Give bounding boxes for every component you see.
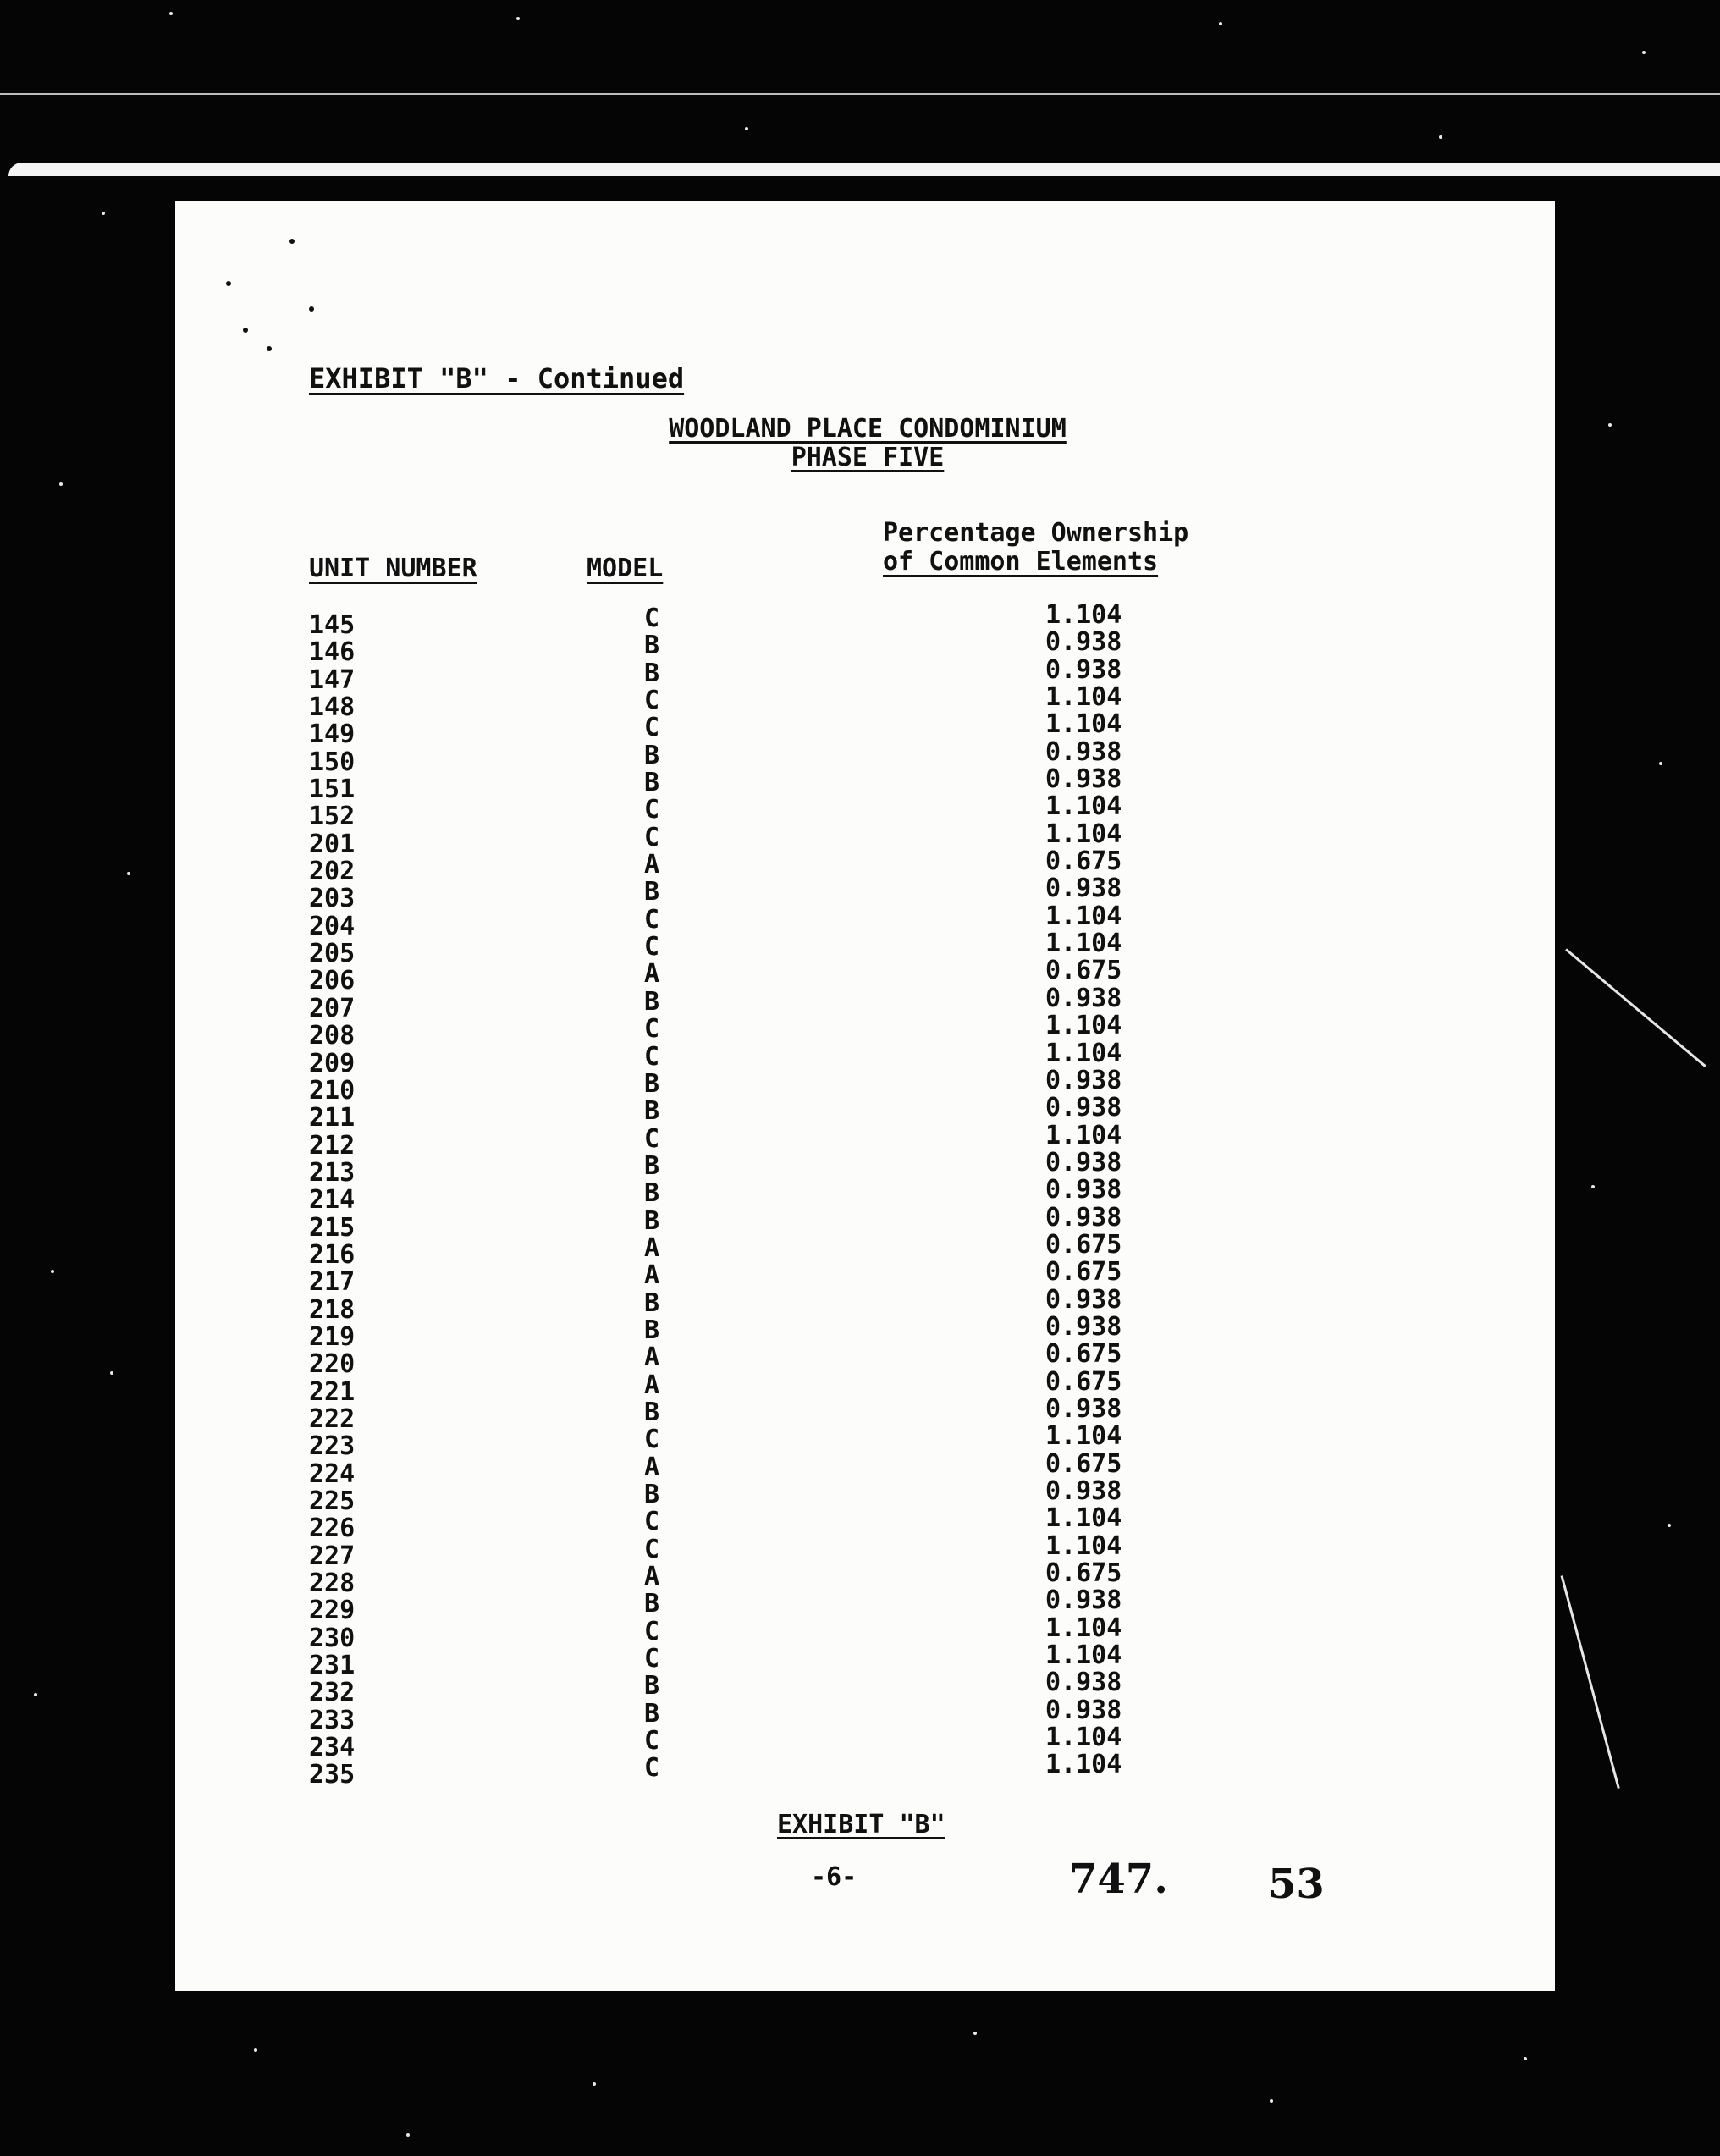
percentage-cell: 1.104 <box>1045 1723 1122 1753</box>
table-row <box>309 929 1155 969</box>
table-row <box>309 1613 1155 1653</box>
table-row <box>309 1093 1155 1133</box>
percentage-cell: 0.938 <box>1045 1695 1122 1725</box>
unit-number-cell: 145 <box>309 610 356 640</box>
percentage-cell: 0.675 <box>1045 1448 1122 1479</box>
unit-number-cell: 204 <box>309 911 356 941</box>
percentage-cell: 0.675 <box>1045 956 1122 986</box>
scan-speck <box>1524 2057 1527 2060</box>
percentage-cell: 1.104 <box>1045 929 1122 959</box>
model-cell: B <box>643 1589 660 1619</box>
model-cell: B <box>643 1397 660 1427</box>
percentage-cell: 1.104 <box>1045 1750 1122 1780</box>
unit-number-cell: 207 <box>309 993 356 1023</box>
unit-number-cell: 152 <box>309 802 356 832</box>
unit-number-cell: 146 <box>309 637 356 668</box>
scan-scratch <box>1561 1575 1620 1789</box>
table-row <box>309 1640 1155 1681</box>
table-row <box>309 983 1155 1023</box>
model-cell: B <box>643 877 660 907</box>
percentage-cell: 0.938 <box>1045 1668 1122 1698</box>
percentage-cell: 1.104 <box>1045 1640 1122 1671</box>
table-row <box>309 1723 1155 1763</box>
table-row <box>309 654 1155 695</box>
unit-number-cell: 221 <box>309 1376 356 1407</box>
model-cell: C <box>643 1616 660 1646</box>
table-row <box>309 1750 1155 1790</box>
percentage-cell: 1.104 <box>1045 819 1122 849</box>
percentage-cell: 1.104 <box>1045 1120 1122 1150</box>
model-cell: C <box>643 1425 660 1455</box>
percentage-cell: 0.938 <box>1045 874 1122 904</box>
percentage-cell: 0.938 <box>1045 1175 1122 1205</box>
table-row <box>309 1421 1155 1462</box>
percentage-cell: 1.104 <box>1045 1503 1122 1534</box>
model-cell: C <box>643 1644 660 1674</box>
unit-number-cell: 148 <box>309 692 356 723</box>
scan-speck <box>254 2048 257 2052</box>
model-cell: B <box>643 1315 660 1345</box>
table-row <box>309 1311 1155 1352</box>
unit-number-cell: 213 <box>309 1157 356 1188</box>
unit-number-cell: 211 <box>309 1103 356 1133</box>
table-row <box>309 682 1155 723</box>
unit-number-cell: 232 <box>309 1678 356 1708</box>
model-cell: C <box>643 904 660 935</box>
unit-number-cell: 224 <box>309 1458 356 1489</box>
table-row <box>309 846 1155 887</box>
model-cell: A <box>643 850 660 880</box>
scan-speck <box>516 17 520 20</box>
scan-speck <box>1219 22 1222 25</box>
unit-number-cell: 226 <box>309 1514 356 1544</box>
model-cell: B <box>643 986 660 1017</box>
percentage-cell: 0.938 <box>1045 1476 1122 1506</box>
unit-number-cell: 205 <box>309 939 356 969</box>
model-cell: C <box>643 1014 660 1045</box>
unit-number-cell: 208 <box>309 1021 356 1051</box>
unit-number-cell: 234 <box>309 1733 356 1763</box>
model-cell: C <box>643 1753 660 1784</box>
footer-exhibit-label: EXHIBIT "B" <box>777 1810 945 1839</box>
table-row <box>309 956 1155 996</box>
model-cell: C <box>643 713 660 743</box>
unit-number-cell: 233 <box>309 1705 356 1735</box>
scan-speck <box>1439 135 1442 139</box>
unit-number-cell: 227 <box>309 1541 356 1571</box>
table-row <box>309 1503 1155 1544</box>
table-row <box>309 627 1155 668</box>
unit-number-cell: 228 <box>309 1569 356 1599</box>
unit-number-cell: 230 <box>309 1623 356 1653</box>
percentage-cell: 0.938 <box>1045 1065 1122 1095</box>
scan-edge-line <box>0 93 1720 95</box>
table-row <box>309 1530 1155 1571</box>
scan-paper-edge <box>8 163 1720 176</box>
percentage-cell: 1.104 <box>1045 1613 1122 1643</box>
scan-dot <box>243 328 248 333</box>
unit-number-cell: 206 <box>309 966 356 996</box>
model-cell: B <box>643 1178 660 1209</box>
model-cell: C <box>643 686 660 716</box>
percentage-cell: 0.675 <box>1045 846 1122 877</box>
scan-speck <box>1270 2099 1273 2103</box>
document-title <box>593 415 1143 472</box>
scan-speck <box>34 1693 37 1696</box>
table-row <box>309 874 1155 914</box>
percentage-cell: 0.675 <box>1045 1558 1122 1589</box>
percentage-cell: 1.104 <box>1045 682 1122 713</box>
percentage-cell: 0.675 <box>1045 1339 1122 1370</box>
unit-number-cell: 147 <box>309 664 356 695</box>
percentage-cell: 0.938 <box>1045 983 1122 1013</box>
percentage-cell: 0.938 <box>1045 627 1122 658</box>
unit-number-cell: 225 <box>309 1486 356 1516</box>
percentage-cell: 0.938 <box>1045 1202 1122 1232</box>
recording-stamp-page: 53 <box>1268 1861 1325 1908</box>
percentage-cell: 1.104 <box>1045 791 1122 822</box>
model-cell: C <box>643 932 660 962</box>
column-header-percentage-line-1: Percentage Ownership <box>883 518 1189 548</box>
unit-number-cell: 209 <box>309 1048 356 1078</box>
percentage-cell: 1.104 <box>1045 901 1122 931</box>
table-row <box>309 1393 1155 1434</box>
percentage-cell: 0.938 <box>1045 1393 1122 1424</box>
table-row <box>309 1585 1155 1626</box>
table-row <box>309 709 1155 750</box>
model-cell: B <box>643 1068 660 1099</box>
table-row <box>309 1120 1155 1161</box>
percentage-cell: 0.938 <box>1045 1585 1122 1616</box>
unit-number-cell: 231 <box>309 1651 356 1681</box>
model-cell: A <box>643 1232 660 1263</box>
scan-speck <box>1608 423 1612 427</box>
model-cell: C <box>643 1123 660 1154</box>
table-row <box>309 1476 1155 1516</box>
model-cell: B <box>643 1698 660 1729</box>
percentage-cell: 0.938 <box>1045 1284 1122 1315</box>
column-header-unit: UNIT NUMBER <box>309 554 477 583</box>
table-row <box>309 901 1155 941</box>
model-cell: B <box>643 768 660 798</box>
percentage-cell: 0.938 <box>1045 1093 1122 1123</box>
unit-number-cell: 235 <box>309 1760 356 1790</box>
scan-speck <box>593 2082 596 2086</box>
percentage-cell: 0.938 <box>1045 764 1122 795</box>
unit-number-cell: 217 <box>309 1267 356 1298</box>
percentage-cell: 1.104 <box>1045 709 1122 740</box>
percentage-cell: 0.675 <box>1045 1229 1122 1260</box>
table-row <box>309 1011 1155 1051</box>
column-header-model: MODEL <box>587 554 664 583</box>
model-cell: B <box>643 740 660 770</box>
exhibit-heading: EXHIBIT "B" - Continued <box>309 362 685 394</box>
table-row <box>309 1257 1155 1298</box>
percentage-cell: 1.104 <box>1045 1421 1122 1452</box>
table-row <box>309 1558 1155 1599</box>
table-row <box>309 1695 1155 1735</box>
model-cell: C <box>643 604 660 633</box>
column-header-percentage <box>883 519 1188 576</box>
scan-speck <box>102 212 105 215</box>
table-row <box>309 600 1155 640</box>
model-cell: C <box>643 1041 660 1072</box>
unit-number-cell: 229 <box>309 1596 356 1626</box>
table-row <box>309 764 1155 805</box>
scan-speck <box>51 1270 54 1273</box>
percentage-cell: 0.938 <box>1045 1147 1122 1177</box>
scan-speck <box>1668 1524 1671 1527</box>
model-cell: A <box>643 1343 660 1373</box>
unit-number-cell: 223 <box>309 1431 356 1462</box>
model-cell: A <box>643 1260 660 1291</box>
model-cell: B <box>643 1150 660 1181</box>
table-row <box>309 1339 1155 1380</box>
scan-speck <box>59 482 63 486</box>
table-row <box>309 1038 1155 1078</box>
unit-number-cell: 203 <box>309 884 356 914</box>
table-row <box>309 1668 1155 1708</box>
table-row <box>309 736 1155 777</box>
unit-number-cell: 222 <box>309 1403 356 1434</box>
column-header-percentage-line-2: of Common Elements <box>883 547 1159 576</box>
table-row <box>309 1448 1155 1489</box>
ownership-table <box>309 600 1155 1790</box>
scan-speck <box>1591 1185 1595 1188</box>
model-cell: A <box>643 1370 660 1400</box>
recording-stamp-book: 747. <box>1069 1855 1168 1903</box>
percentage-cell: 1.104 <box>1045 1530 1122 1561</box>
scan-speck <box>169 12 173 15</box>
table-row <box>309 1175 1155 1216</box>
percentage-cell: 0.938 <box>1045 736 1122 767</box>
model-cell: A <box>643 959 660 990</box>
percentage-cell: 0.675 <box>1045 1257 1122 1288</box>
model-cell: C <box>643 1534 660 1564</box>
table-row <box>309 1147 1155 1188</box>
scan-scratch <box>1565 948 1706 1067</box>
table-row <box>309 819 1155 859</box>
unit-number-cell: 149 <box>309 720 356 750</box>
unit-number-cell: 202 <box>309 857 356 887</box>
table-row <box>309 1202 1155 1243</box>
model-cell: C <box>643 822 660 852</box>
scan-speck <box>110 1371 113 1375</box>
percentage-cell: 1.104 <box>1045 600 1122 630</box>
model-cell: B <box>643 658 660 688</box>
table-row <box>309 1065 1155 1106</box>
percentage-cell: 0.938 <box>1045 654 1122 685</box>
table-row <box>309 1229 1155 1270</box>
model-cell: A <box>643 1562 660 1592</box>
unit-number-cell: 215 <box>309 1212 356 1243</box>
title-line-2: PHASE FIVE <box>791 443 945 472</box>
percentage-cell: 0.938 <box>1045 1311 1122 1342</box>
unit-number-cell: 150 <box>309 747 356 777</box>
table-row <box>309 1284 1155 1325</box>
percentage-cell: 1.104 <box>1045 1038 1122 1068</box>
scan-dot <box>267 346 272 351</box>
model-cell: C <box>643 795 660 825</box>
model-cell: A <box>643 1452 660 1482</box>
unit-number-cell: 151 <box>309 775 356 805</box>
scan-dot <box>289 239 295 244</box>
unit-number-cell: 212 <box>309 1130 356 1161</box>
scan-speck <box>973 2032 977 2035</box>
model-cell: B <box>643 1205 660 1236</box>
scan-speck <box>1642 51 1646 54</box>
unit-number-cell: 216 <box>309 1239 356 1270</box>
model-cell: B <box>643 1096 660 1127</box>
model-cell: B <box>643 1480 660 1509</box>
scan-speck <box>406 2133 410 2137</box>
unit-number-cell: 218 <box>309 1294 356 1325</box>
percentage-cell: 1.104 <box>1045 1011 1122 1041</box>
unit-number-cell: 219 <box>309 1321 356 1352</box>
page-number: -6- <box>811 1862 857 1892</box>
scan-dot <box>226 281 231 286</box>
table-row <box>309 791 1155 832</box>
table-row <box>309 1366 1155 1407</box>
model-cell: B <box>643 631 660 661</box>
unit-number-cell: 201 <box>309 829 356 859</box>
scan-dot <box>309 306 314 312</box>
scan-speck <box>745 127 748 130</box>
model-cell: C <box>643 1507 660 1537</box>
unit-number-cell: 220 <box>309 1349 356 1380</box>
scan-speck <box>127 872 130 875</box>
model-cell: C <box>643 1726 660 1756</box>
title-line-1: WOODLAND PLACE CONDOMINIUM <box>669 414 1067 444</box>
unit-number-cell: 214 <box>309 1185 356 1216</box>
model-cell: B <box>643 1671 660 1701</box>
unit-number-cell: 210 <box>309 1075 356 1106</box>
percentage-cell: 0.675 <box>1045 1366 1122 1397</box>
model-cell: B <box>643 1288 660 1318</box>
scan-speck <box>1659 762 1662 765</box>
